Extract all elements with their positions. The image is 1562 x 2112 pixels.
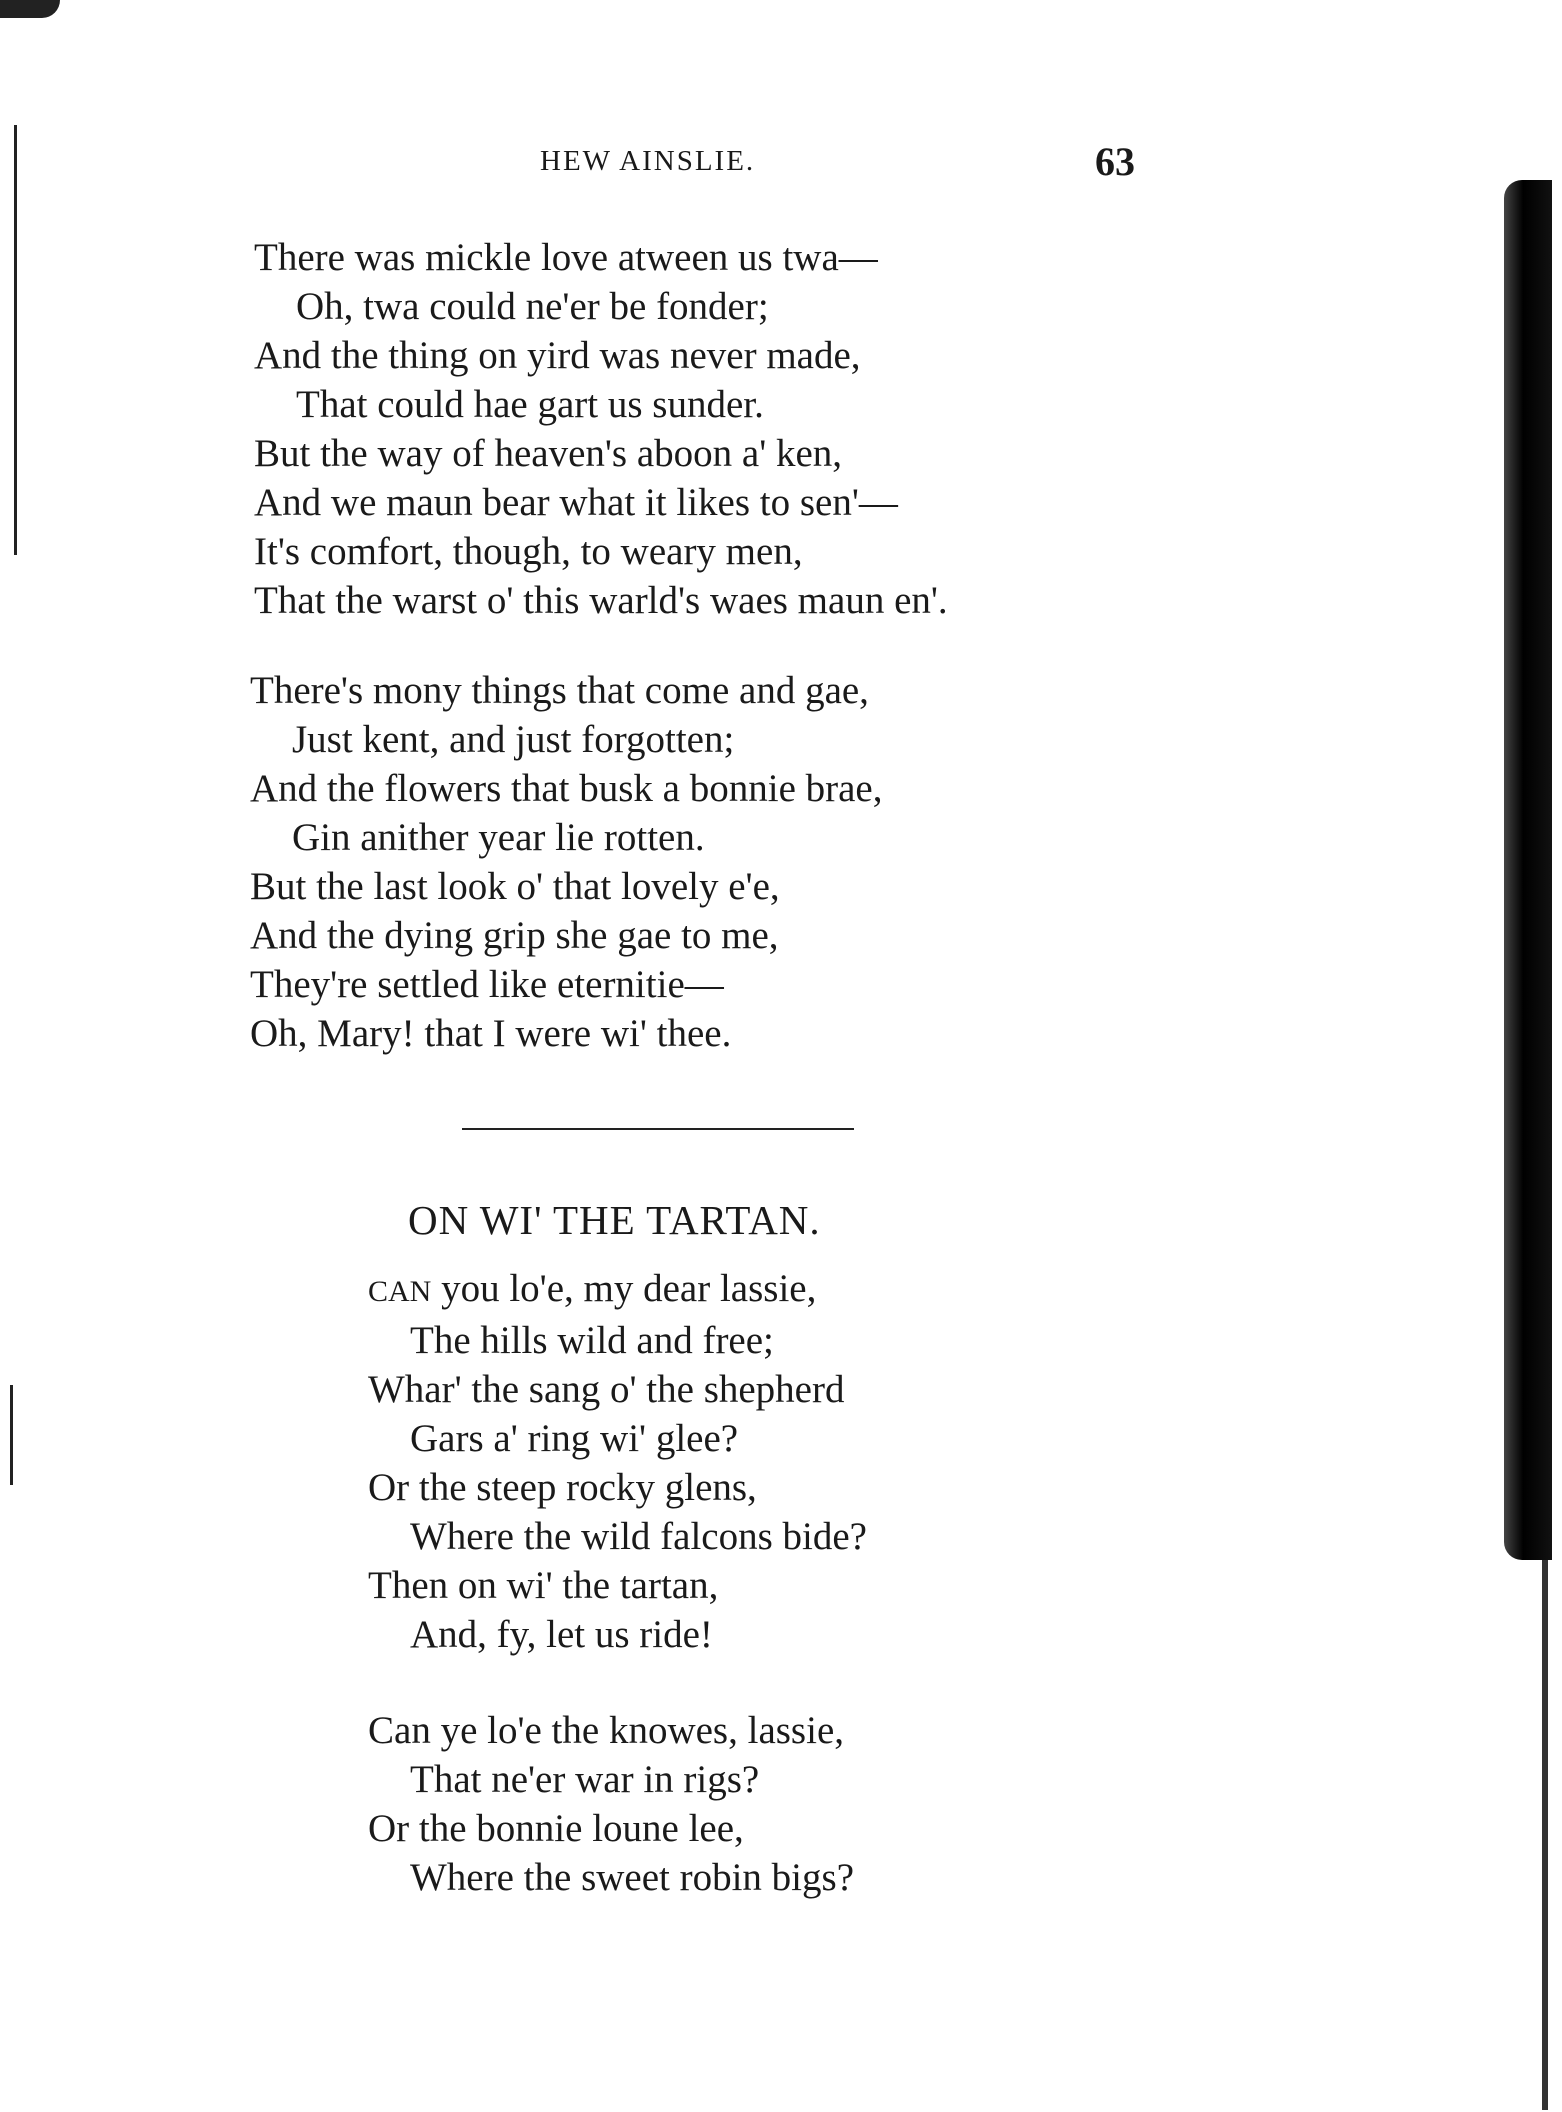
verse-line: That ne'er war in rigs? xyxy=(410,1758,760,1801)
verse-line: Just kent, and just forgotten; xyxy=(292,718,735,761)
verse-line: That could hae gart us sunder. xyxy=(296,383,764,426)
stanza xyxy=(368,1264,867,1659)
verse-line: Can ye lo'e the knowes, lassie, xyxy=(368,1709,844,1752)
scan-edge-mark xyxy=(10,1385,13,1485)
verse-line: And, fy, let us ride! xyxy=(410,1613,713,1656)
verse-line: Whar' the sang o' the shepherd xyxy=(368,1368,845,1411)
scan-smudge xyxy=(0,0,60,18)
verse-line: Then on wi' the tartan, xyxy=(368,1564,719,1607)
page-number: 63 xyxy=(1095,139,1135,184)
verse-line: And the flowers that busk a bonnie brae, xyxy=(250,767,883,810)
verse-line: And the thing on yird was never made, xyxy=(254,334,861,377)
stanza xyxy=(368,1706,854,1902)
spine-shadow-bar xyxy=(1504,180,1552,1560)
verse-line: And the dying grip she gae to me, xyxy=(250,914,779,957)
verse-line: It's comfort, though, to weary men, xyxy=(254,530,803,573)
book-spine-shadow xyxy=(1502,10,1562,2110)
verse-line: And we maun bear what it likes to sen'— xyxy=(254,481,898,524)
section-divider xyxy=(462,1128,854,1130)
verse-line: That the warst o' this warld's waes maun en'. xyxy=(254,579,948,622)
verse-line: But the way of heaven's aboon a' ken, xyxy=(254,432,843,475)
verse-line: Or the steep rocky glens, xyxy=(368,1466,757,1509)
verse-line: They're settled like eternitie— xyxy=(250,963,724,1006)
verse-line: But the last look o' that lovely e'e, xyxy=(250,865,780,908)
verse-line: Or the bonnie loune lee, xyxy=(368,1807,744,1850)
verse-line: Where the sweet robin bigs? xyxy=(410,1856,855,1899)
verse-line: Gin anither year lie rotten. xyxy=(292,816,705,859)
verse-line: There's mony things that come and gae, xyxy=(250,669,869,712)
stanza xyxy=(250,666,883,1058)
verse-line: Oh, twa could ne'er be fonder; xyxy=(296,285,769,328)
verse-line: Oh, Mary! that I were wi' thee. xyxy=(250,1012,732,1055)
scan-edge-mark xyxy=(14,125,17,555)
verse-line: There was mickle love atween us twa— xyxy=(254,236,878,279)
verse-line: Where the wild falcons bide? xyxy=(410,1515,867,1558)
spine-shadow-line xyxy=(1542,1560,1548,2110)
poem-title: ON WI' THE TARTAN. xyxy=(408,1197,821,1243)
verse-line: Gars a' ring wi' glee? xyxy=(410,1417,739,1460)
running-head: HEW AINSLIE. xyxy=(540,145,756,177)
verse-line-text: you lo'e, my dear lassie, xyxy=(431,1267,817,1310)
stanza xyxy=(254,233,948,625)
verse-line: The hills wild and free; xyxy=(410,1319,774,1362)
verse-line xyxy=(368,1264,867,1316)
drop-word: CAN xyxy=(368,1275,432,1308)
